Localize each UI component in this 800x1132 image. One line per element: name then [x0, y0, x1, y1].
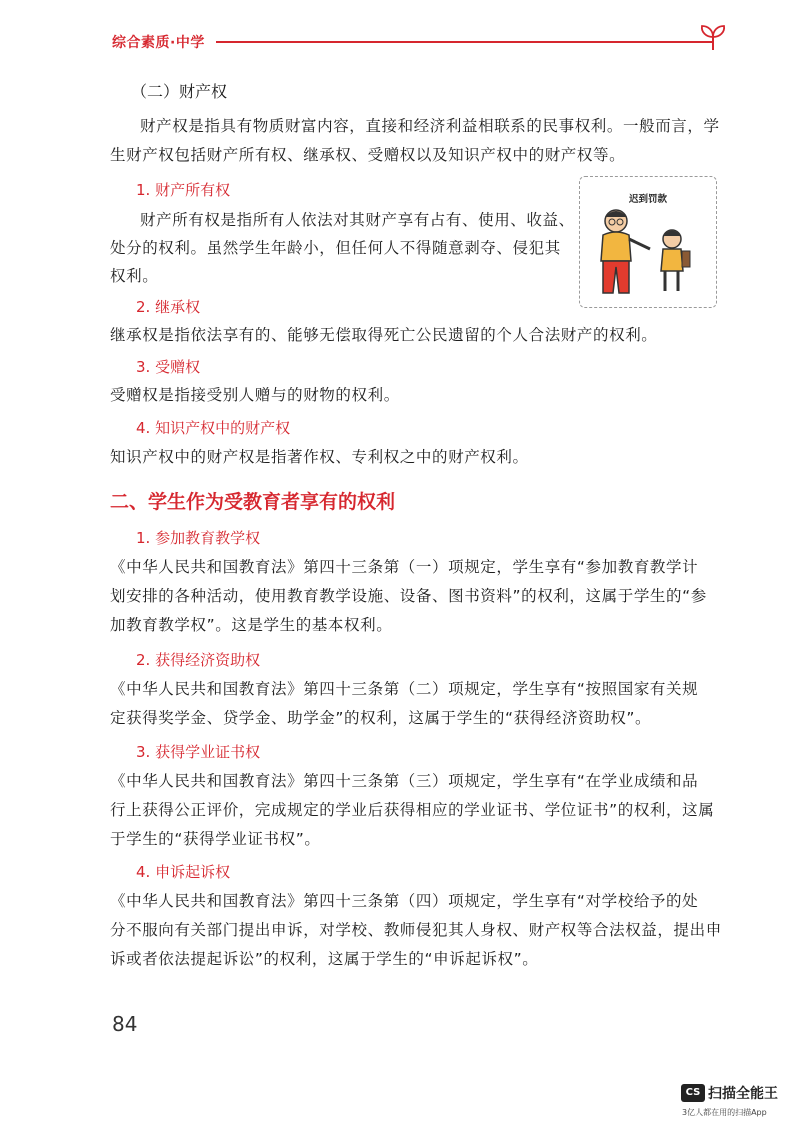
page-number: 84	[112, 1012, 138, 1036]
subsection-title: （二）财产权	[131, 82, 228, 101]
item-heading-ip-property: 4. 知识产权中的财产权	[136, 419, 291, 437]
right-heading-certificate: 3. 获得学业证书权	[136, 743, 261, 761]
right-4-line-1: 《中华人民共和国教育法》第四十三条第（四）项规定，学生享有“对学校给予的处	[110, 892, 699, 910]
right-heading-appeal: 4. 申诉起诉权	[136, 863, 231, 881]
watermark-name: 扫描全能王	[708, 1086, 778, 1102]
right-heading-aid: 2. 获得经济资助权	[136, 651, 261, 669]
right-2-line-2: 定获得奖学金、贷学金、助学金”的权利，这属于学生的“获得经济资助权”。	[110, 709, 652, 727]
page-header	[112, 30, 724, 54]
right-2-line-1: 《中华人民共和国教育法》第四十三条第（二）项规定，学生享有“按照国家有关规	[110, 680, 699, 698]
camscanner-logo-icon: CS	[681, 1084, 705, 1102]
item-1-line-3: 权利。	[110, 267, 159, 285]
illustration-box	[579, 176, 717, 308]
item-1-line-1: 财产所有权是指所有人依法对其财产享有占有、使用、收益、	[140, 211, 575, 229]
illustration-caption: 迟到罚款	[628, 194, 667, 205]
item-heading-gift: 3. 受赠权	[136, 358, 201, 376]
intro-line-2: 生财产权包括财产所有权、继承权、受赠权以及知识产权中的财产权等。	[110, 146, 626, 164]
item-3-line-1: 受赠权是指接受别人赠与的财物的权利。	[110, 386, 400, 404]
cartoon-figures-icon	[586, 205, 712, 301]
right-1-line-2: 划安排的各种活动，使用教育教学设施、设备、图书资料”的权利，这属于学生的“参	[110, 587, 707, 605]
item-1-line-2: 处分的权利。虽然学生年龄小，但任何人不得随意剥夺、侵犯其	[110, 239, 561, 257]
right-3-line-2: 行上获得公正评价，完成规定的学业后获得相应的学业证书、学位证书”的权利，这属	[110, 801, 715, 819]
right-3-line-1: 《中华人民共和国教育法》第四十三条第（三）项规定，学生享有“在学业成绩和品	[110, 772, 699, 790]
sprout-icon	[696, 22, 730, 52]
right-heading-participate: 1. 参加教育教学权	[136, 529, 261, 547]
right-4-line-2: 分不服向有关部门提出申诉，对学校、教师侵犯其人身权、财产权等合法权益，提出申	[110, 921, 722, 939]
item-heading-property-ownership: 1. 财产所有权	[136, 181, 231, 199]
intro-line-1: 财产权是指具有物质财富内容，直接和经济利益相联系的民事权利。一般而言，学	[140, 117, 720, 135]
right-1-line-3: 加教育教学权”。这是学生的基本权利。	[110, 616, 393, 634]
section-title: 二、学生作为受教育者享有的权利	[110, 491, 396, 513]
item-heading-inheritance: 2. 继承权	[136, 298, 201, 316]
right-4-line-3: 诉或者依法提起诉讼”的权利，这属于学生的“申诉起诉权”。	[110, 950, 539, 968]
item-2-line-1: 继承权是指依法享有的、能够无偿取得死亡公民遗留的个人合法财产的权利。	[110, 326, 658, 344]
scanner-watermark	[681, 1082, 791, 1122]
header-title: 综合素质·中学	[112, 35, 205, 51]
header-rule	[216, 41, 714, 43]
watermark-tagline: 3亿人都在用的扫描App	[682, 1108, 767, 1117]
right-1-line-1: 《中华人民共和国教育法》第四十三条第（一）项规定，学生享有“参加教育教学计	[110, 558, 699, 576]
item-4-line-1: 知识产权中的财产权是指著作权、专利权之中的财产权利。	[110, 448, 529, 466]
right-3-line-3: 于学生的“获得学业证书权”。	[110, 830, 321, 848]
